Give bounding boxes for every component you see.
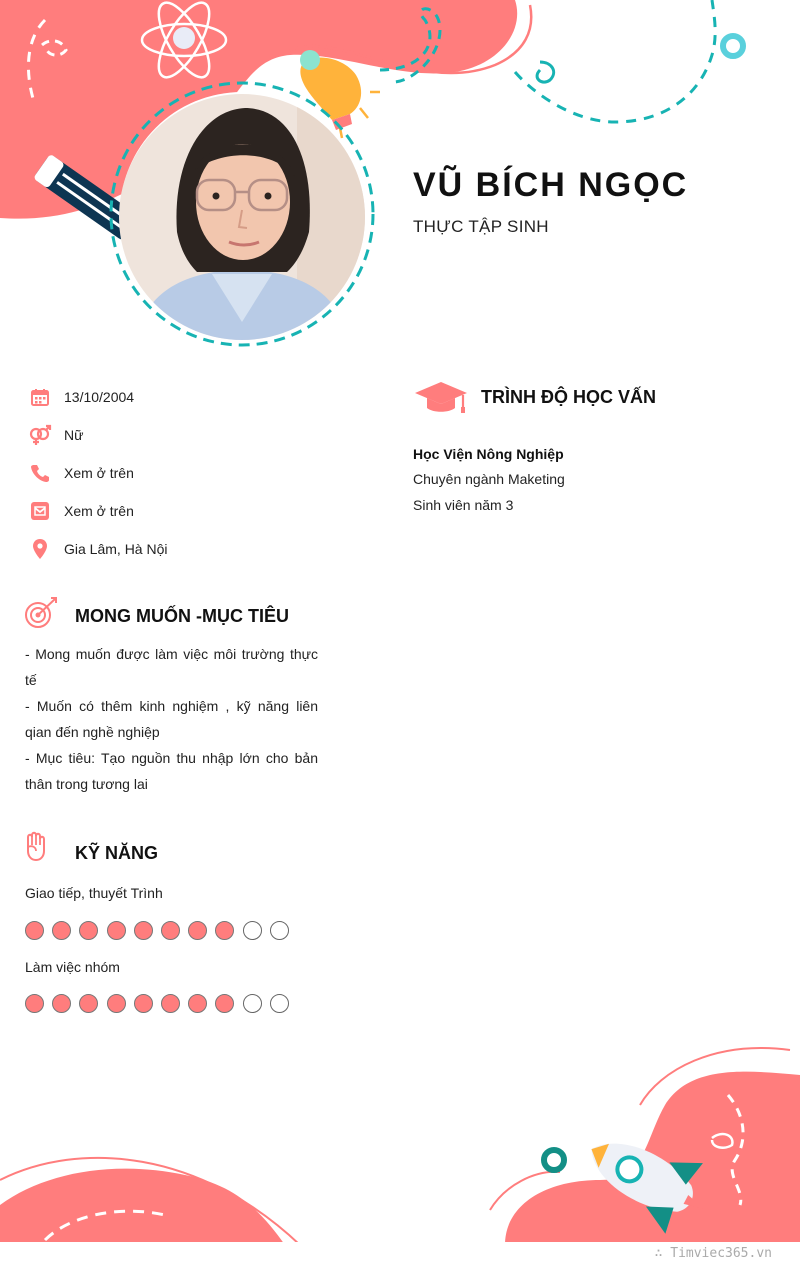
email-value: Xem ở trên	[64, 503, 134, 519]
skill-label: Làm việc nhóm	[25, 959, 120, 975]
rating-dot-filled	[107, 921, 126, 940]
goals-heading: MONG MUỐN -MỤC TIÊU	[75, 606, 289, 626]
skill-rating	[25, 994, 297, 1013]
skill-label: Giao tiếp, thuyết Trình	[25, 885, 163, 901]
rating-dot-empty	[270, 994, 289, 1013]
rating-dot-filled	[161, 994, 180, 1013]
gender-icon	[28, 423, 52, 447]
candidate-name: VŨ BÍCH NGỌC	[413, 166, 689, 204]
target-icon	[24, 596, 58, 635]
rating-dot-empty	[243, 921, 262, 940]
rating-dot-empty	[243, 994, 262, 1013]
contact-birthdate	[28, 385, 134, 409]
location-pin-icon	[28, 537, 52, 561]
rating-dot-filled	[161, 921, 180, 940]
rating-dot-filled	[52, 994, 71, 1013]
calendar-icon	[28, 385, 52, 409]
school-name: Học Viện Nông Nghiệp	[413, 446, 564, 462]
rating-dot-filled	[52, 921, 71, 940]
major: Chuyên ngành Maketing	[413, 471, 565, 487]
job-title: THỰC TẬP SINH	[413, 217, 549, 236]
dashed-curve-top-right	[515, 0, 715, 122]
contact-address	[28, 537, 167, 561]
goals-text: - Mong muốn được làm việc môi trường thực tế - Muốn có thêm kinh nghiệm , kỹ năng liên qian đến nghề nghiệp - Mục tiêu: Tạo nguồn thu nhập lớn cho bản thân trong tương lai	[25, 646, 318, 792]
rating-dot-filled	[25, 921, 44, 940]
skill-rating	[25, 921, 297, 940]
contact-gender	[28, 423, 83, 447]
ring-icon	[723, 36, 743, 56]
watermark: ∴ Timviec365.vn	[654, 1246, 772, 1261]
rating-dot-filled	[25, 994, 44, 1013]
ring-icon-bottom	[544, 1150, 564, 1170]
skills-heading: KỸ NĂNG	[75, 843, 159, 863]
study-year: Sinh viên năm 3	[413, 497, 514, 513]
contact-phone	[28, 461, 134, 485]
phone-value: Xem ở trên	[64, 465, 134, 481]
rating-dot-filled	[79, 921, 98, 940]
rating-dot-filled	[134, 994, 153, 1013]
address-value: Gia Lâm, Hà Nội	[64, 541, 168, 557]
gender-value: Nữ	[64, 427, 84, 443]
profile-photo	[117, 92, 367, 342]
email-icon	[28, 499, 52, 523]
rating-dot-filled	[79, 994, 98, 1013]
rating-dot-filled	[134, 921, 153, 940]
rating-dot-filled	[188, 921, 207, 940]
graduation-cap-icon	[413, 380, 469, 419]
rating-dot-empty	[270, 921, 289, 940]
bottom-left-blob	[0, 1169, 285, 1245]
raised-fist-icon	[24, 831, 48, 868]
birthdate-value: 13/10/2004	[64, 389, 135, 405]
rating-dot-filled	[215, 921, 234, 940]
phone-icon	[28, 461, 52, 485]
education-heading: TRÌNH ĐỘ HỌC VẤN	[481, 387, 656, 407]
rating-dot-filled	[188, 994, 207, 1013]
rating-dot-filled	[107, 994, 126, 1013]
contact-email	[28, 499, 134, 523]
rating-dot-filled	[215, 994, 234, 1013]
